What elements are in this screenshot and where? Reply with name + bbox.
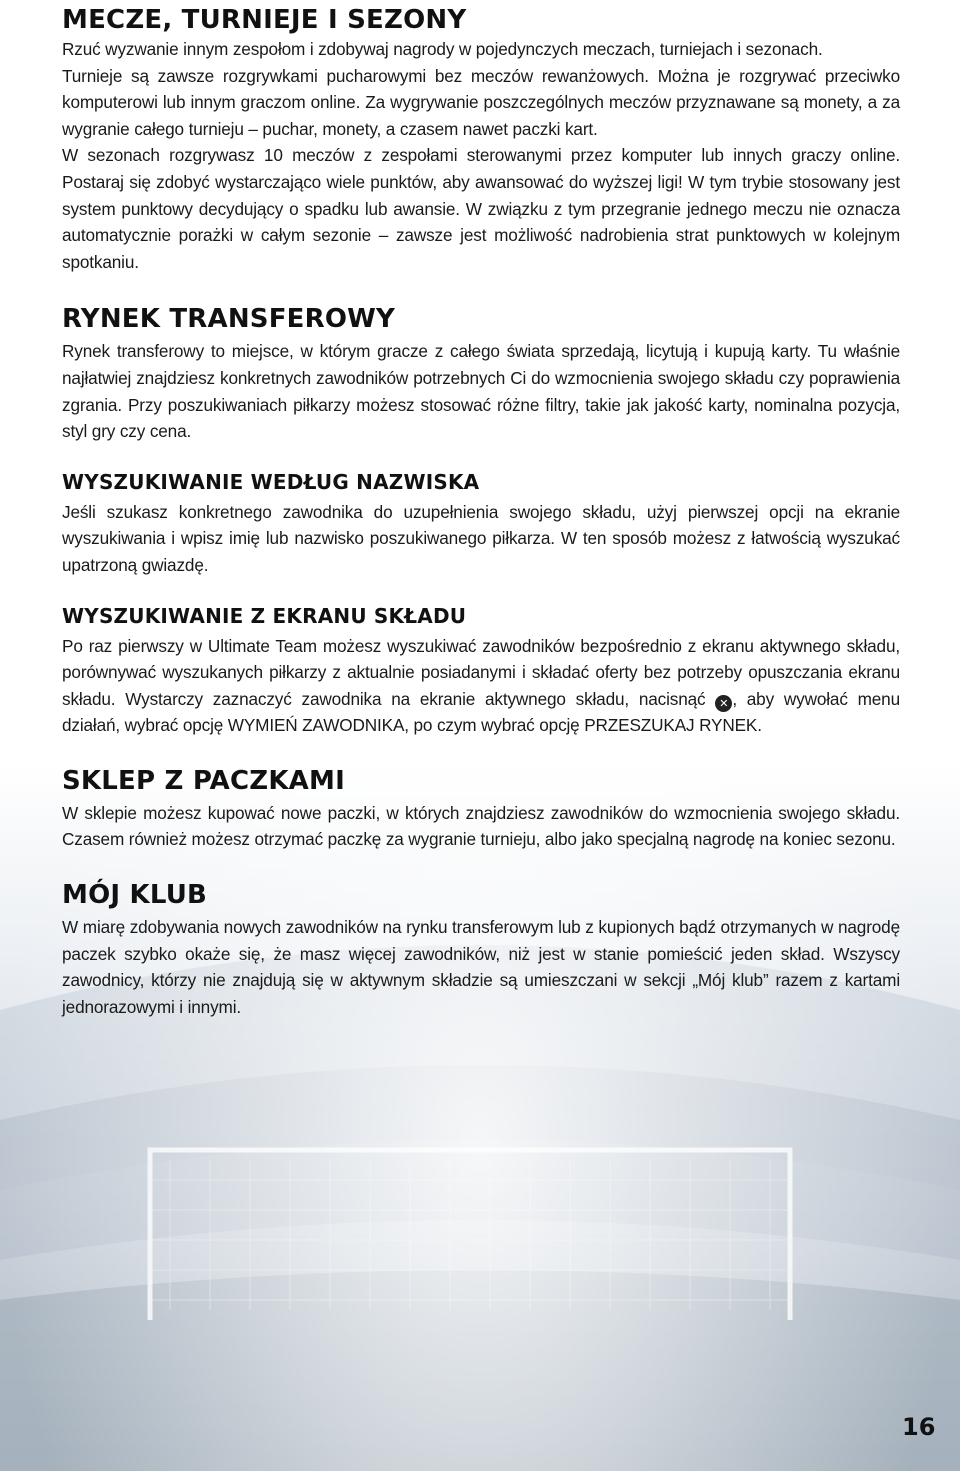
page-content	[62, 0, 900, 1020]
paragraph: W miarę zdobywania nowych zawodników na rynku transferowym lub z kupionych bądź otrzymanych w nagrodę paczek szybko okaże się, że masz więcej zawodników, niż jest w stanie pomieścić jeden skład. Wszyscy zawodnicy, którzy nie znajdują się w aktywnym składzie są umieszczani w sekcji „Mój klub” razem z kartami jednorazowymi i innymi.	[62, 917, 900, 1017]
section-heading-search-from-squad: WYSZUKIWANIE Z EKRANU SKŁADU	[62, 603, 467, 628]
paragraph: Rynek transferowy to miejsce, w którym gracze z całego świata sprzedają, licytują i kupują karty. Tu właśnie najłatwiej znajdziesz konkretnych zawodników potrzebnych Ci do wzmocnienia swojego składu czy poprawienia zgrania. Przy poszukiwaniach piłkarzy możesz stosować różne filtry, takie jak jakość karty, nominalna pozycja, styl gry czy cena.	[62, 341, 900, 442]
section-heading-search-by-name: WYSZUKIWANIE WEDŁUG NAZWISKA	[62, 469, 480, 494]
section-heading-transfer-market: RYNEK TRANSFEROWY	[62, 304, 396, 335]
paragraph: Jeśli szukasz konkretnego zawodnika do uzupełnienia swojego składu, użyj pierwszej opcji na ekranie wyszukiwania i wpisz imię lub nazwisko poszukiwanego piłkarza. W ten sposób możesz z łatwością wyszukać upatrzoną gwiazdę.	[62, 501, 900, 575]
page-number: 16	[902, 1413, 936, 1441]
paragraph: Turnieje są zawsze rozgrywkami pucharowymi bez meczów rewanżowych. Można je rozgrywać przeciwko komputerowi lub innym graczom online. Za wygrywanie poszczególnych meczów przyznawane są monety, a za wygranie całego turnieju – puchar, monety, a czasem nawet paczki kart.	[62, 65, 900, 139]
paragraph	[62, 633, 900, 739]
section-heading-matches: MECZE, TURNIEJE I SEZONY	[62, 5, 467, 35]
section-heading-pack-store: SKLEP Z PACZKAMI	[62, 765, 345, 796]
paragraph-text: Po raz pierwszy w Ultimate Team możesz wyszukiwać zawodników bezpośrednio z ekranu aktywnego składu, porównywać wyszukanych piłkarzy z aktualnie posiadanymi i składać oferty bez potrzeby opuszczania ekranu składu. Wystarczy zaznaczyć zawodnika na ekranie aktywnego składu, nacisnąć	[62, 635, 900, 709]
paragraph-text: , aby wywołać menu działań, wybrać opcję WYMIEŃ ZAWODNIKA, po czym wybrać opcję PRZESZUKAJ RYNEK.	[62, 688, 900, 736]
paragraph: Rzuć wyzwanie innym zespołom i zdobywaj nagrody w pojedynczych meczach, turniejach i sezonach.	[62, 39, 823, 59]
paragraph: W sezonach rozgrywasz 10 meczów z zespołami sterowanymi przez komputer lub innych graczy online. Postaraj się zdobyć wystarczająco wiele punktów, aby awansować do wyższej ligi! W tym trybie stosowany jest system punktowy decydujący o spadku lub awansie. W związku z tym przegranie jednego meczu nie oznacza automatycznie porażki w całym sezonie – zawsze jest możliwość nadrobienia strat punktowych w kolejnym spotkaniu.	[62, 145, 900, 272]
x-button-icon: ✕	[715, 695, 732, 712]
section-heading-my-club: MÓJ KLUB	[62, 880, 208, 911]
paragraph: W sklepie możesz kupować nowe paczki, w których znajdziesz zawodników do wzmocnienia swojego składu. Czasem również możesz otrzymać paczkę za wygranie turnieju, albo jako specjalną nagrodę na koniec sezonu.	[62, 802, 900, 850]
